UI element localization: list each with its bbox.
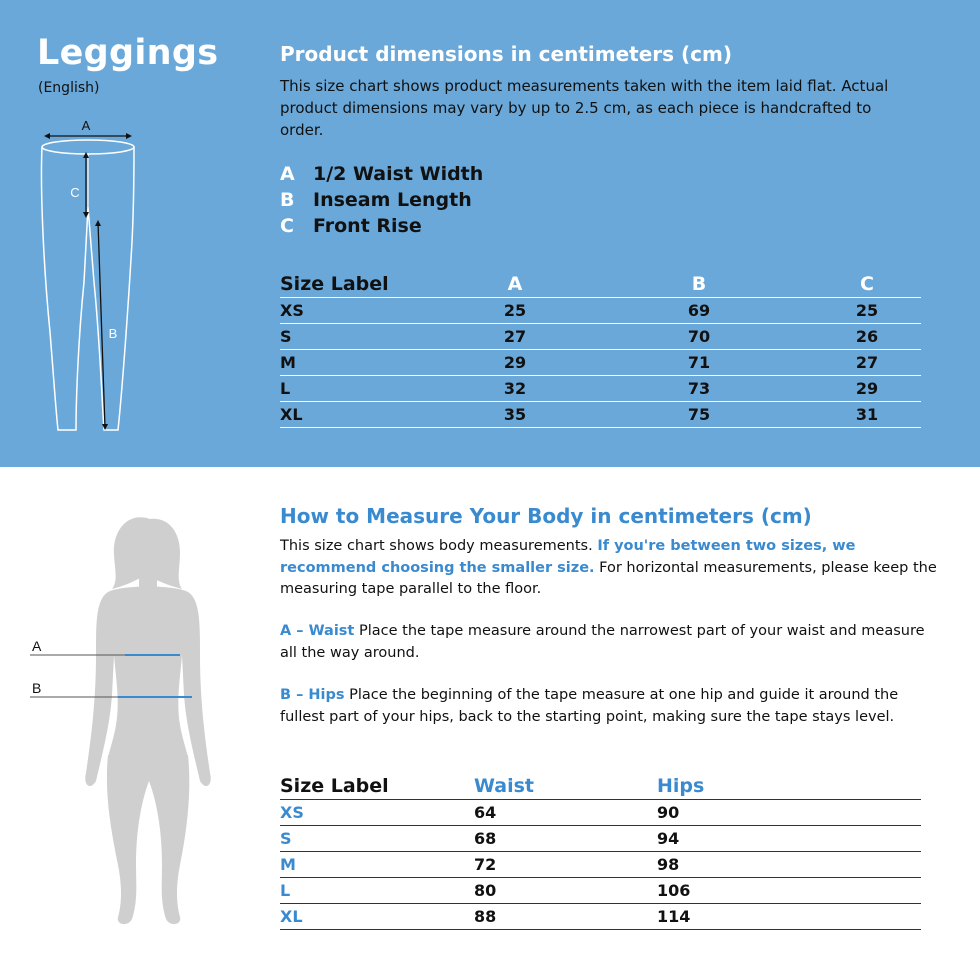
table-cell: 32 bbox=[503, 379, 527, 398]
table-cell: 27 bbox=[855, 353, 879, 372]
table-cell: XL bbox=[280, 405, 303, 424]
table-cell: 98 bbox=[657, 855, 680, 874]
column-header: Size Label bbox=[280, 774, 389, 797]
product-size-table bbox=[280, 270, 921, 428]
table-cell: S bbox=[280, 327, 292, 346]
product-dimensions-section bbox=[0, 0, 980, 467]
table-cell: 75 bbox=[687, 405, 711, 424]
table-cell: 70 bbox=[687, 327, 711, 346]
column-header: C bbox=[860, 272, 874, 295]
table-row bbox=[280, 350, 921, 376]
table-cell: 25 bbox=[855, 301, 879, 320]
table-row bbox=[280, 376, 921, 402]
legend-label: Inseam Length bbox=[313, 189, 472, 211]
body-label-a: A bbox=[32, 638, 42, 654]
table-cell: 106 bbox=[657, 881, 691, 900]
legend-item bbox=[280, 161, 483, 187]
table-cell: 25 bbox=[503, 301, 527, 320]
table-cell: XL bbox=[280, 907, 303, 926]
language-label: (English) bbox=[38, 80, 100, 96]
table-cell: XS bbox=[280, 803, 304, 822]
table-cell: 31 bbox=[855, 405, 879, 424]
table-row bbox=[280, 298, 921, 324]
column-header: Size Label bbox=[280, 272, 389, 295]
table-cell: 26 bbox=[855, 327, 879, 346]
table-row bbox=[280, 324, 921, 350]
table-header-row bbox=[280, 772, 921, 800]
legend-letter: A bbox=[280, 163, 295, 185]
table-row bbox=[280, 800, 921, 826]
table-cell: 72 bbox=[474, 855, 497, 874]
table-cell: 27 bbox=[503, 327, 527, 346]
table-row bbox=[280, 402, 921, 428]
intro-text: This size chart shows body measurements. bbox=[280, 538, 598, 554]
diagram-label-a: A bbox=[81, 118, 91, 133]
table-cell: 114 bbox=[657, 907, 691, 926]
product-dimensions-description: This size chart shows product measurements taken with the item laid flat. Actual product dimensions may vary by up to 2.5 cm, as each piece is handcrafted to order. bbox=[280, 77, 889, 139]
table-cell: 68 bbox=[474, 829, 497, 848]
table-cell: 64 bbox=[474, 803, 497, 822]
hips-instruction-text: Place the beginning of the tape measure at one hip and guide it around the fullest part of your hips, back to the starting point, making sure the tape stays level. bbox=[280, 687, 899, 725]
waist-instruction-text: Place the tape measure around the narrowest part of your waist and measure all the way around. bbox=[280, 623, 925, 661]
measurement-legend bbox=[280, 161, 483, 239]
column-header: Waist bbox=[474, 774, 535, 797]
legend-label: Front Rise bbox=[313, 215, 422, 237]
column-header: A bbox=[507, 272, 523, 295]
column-header: B bbox=[691, 272, 707, 295]
body-silhouette bbox=[85, 517, 210, 924]
legend-letter: B bbox=[280, 189, 295, 211]
table-cell: 29 bbox=[503, 353, 527, 372]
table-row bbox=[280, 852, 921, 878]
legend-item bbox=[280, 187, 483, 213]
table-row bbox=[280, 826, 921, 852]
waist-instruction-label: A – Waist bbox=[280, 623, 355, 639]
table-cell: 35 bbox=[503, 405, 527, 424]
legend-letter: C bbox=[280, 215, 294, 237]
body-label-b: B bbox=[32, 680, 42, 696]
column-header: Hips bbox=[657, 774, 705, 797]
table-header-row bbox=[280, 270, 921, 298]
body-size-table bbox=[280, 772, 921, 930]
table-cell: XS bbox=[280, 301, 304, 320]
body-measure-heading: How to Measure Your Body in centimeters (cm) bbox=[280, 504, 812, 528]
table-cell: L bbox=[280, 379, 291, 398]
table-cell: 88 bbox=[474, 907, 497, 926]
table-row bbox=[280, 904, 921, 930]
table-cell: 80 bbox=[474, 881, 497, 900]
table-cell: 69 bbox=[687, 301, 711, 320]
intro-highlight: If you're between two sizes, we recommend choosing the smaller size. bbox=[280, 538, 856, 576]
legend-label: 1/2 Waist Width bbox=[313, 163, 484, 185]
diagram-label-b: B bbox=[108, 326, 118, 341]
waist-instruction bbox=[280, 621, 940, 664]
intro-text: For horizontal measurements, please keep the measuring tape parallel to the floor. bbox=[280, 559, 937, 597]
table-cell: 73 bbox=[687, 379, 711, 398]
table-cell: M bbox=[280, 353, 296, 372]
hips-instruction bbox=[280, 685, 940, 728]
table-row bbox=[280, 878, 921, 904]
diagram-label-c: C bbox=[70, 185, 80, 200]
legend-item bbox=[280, 213, 483, 239]
leggings-diagram bbox=[34, 112, 144, 437]
table-cell: 90 bbox=[657, 803, 680, 822]
table-cell: S bbox=[280, 829, 292, 848]
table-cell: 29 bbox=[855, 379, 879, 398]
body-silhouette-diagram bbox=[30, 505, 220, 935]
product-dimensions-heading: Product dimensions in centimeters (cm) bbox=[280, 42, 732, 66]
hips-instruction-label: B – Hips bbox=[280, 687, 345, 703]
table-cell: L bbox=[280, 881, 291, 900]
product-title: Leggings bbox=[37, 33, 219, 73]
table-cell: 94 bbox=[657, 829, 680, 848]
table-cell: 71 bbox=[687, 353, 711, 372]
body-measure-intro bbox=[280, 536, 940, 601]
table-cell: M bbox=[280, 855, 296, 874]
